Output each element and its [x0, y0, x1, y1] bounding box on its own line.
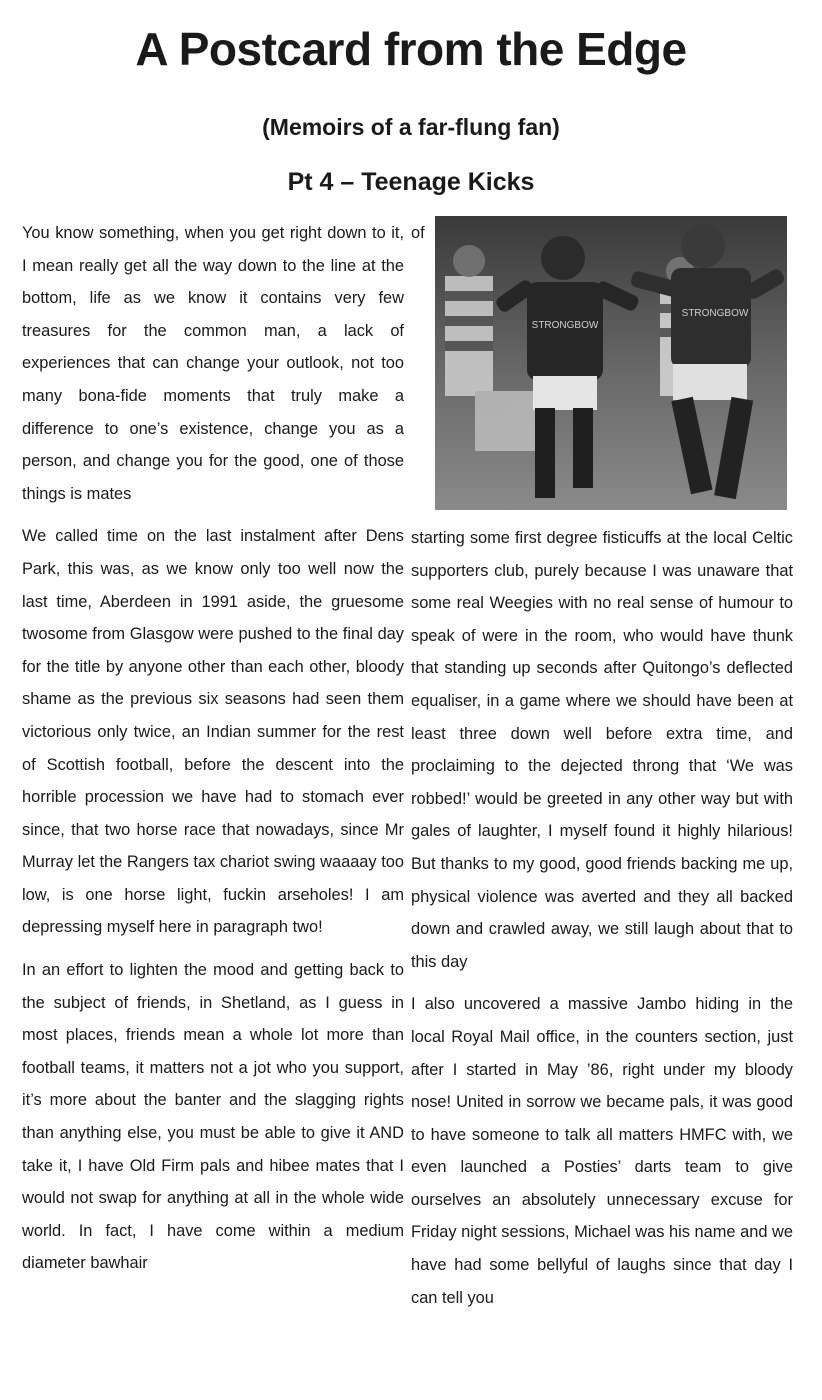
football-photo — [435, 216, 787, 510]
article-subtitle: (Memoirs of a far-flung fan) — [262, 114, 560, 140]
paragraph-1: You know something, when you get right down to it, I mean really get all the way down to the line at the bottom, life as we know it contains very few treasures for the common man, a lack of experiences that can change your outlook, not too many bona-fide moments that truly make a difference to one’s existence, change you as a person, and change you for the good, one of those things is mates — [22, 224, 404, 503]
article-part-heading: Pt 4 – Teenage Kicks — [287, 168, 535, 196]
football-photo-illustration — [435, 216, 787, 510]
left-column — [22, 217, 404, 1280]
paragraph-3: In an effort to lighten the mood and getting back to the subject of friends, in Shetland, as I guess in most places, friends mean a whole lot more than football teams, it matters not a jot who you support, it’s more about the banter and the slagging rights than anything else, you must be able to give it AND take it, I have Old Firm pals and hibee mates that I would not swap for anything at all in the whole wide world. In fact, I have come within a medium diameter bawhair — [22, 961, 404, 1273]
paragraph-5: I also uncovered a massive Jambo hiding in the local Royal Mail office, in the counters section, just after I started in May ’86, right under my bloody nose! United in sorrow we became pals, it was good to have someone to talk all matters HMFC with, we even launched a Posties’ darts team to give ourselves an absolutely unnecessary excuse for Friday night sessions, Michael was his name and we have had some bellyful of laughs since that day I can tell you — [411, 995, 793, 1307]
shirt-sponsor-left: STRONGBOW — [531, 320, 599, 331]
paragraph-4: starting some first degree fisticuffs at the local Celtic supporters club, purely because I was unaware that some real Weegies with no real sense of humour to speak of were in the room, who would have thunk that standing up seconds after Quitongo’s deflected equaliser, in a game where we should have been at least three down well before extra time, and proclaiming to the dejected throng that ‘We was robbed!’ would be greeted in any other way but with gales of laughter, I myself found it highly hilarious! But thanks to my good, good friends backing me up, physical violence was averted and they all backed down and crawled away, we still laugh about that to this day — [411, 529, 793, 971]
shirt-sponsor-right: STRONGBOW — [681, 308, 749, 319]
paragraph-2: We called time on the last instalment after Dens Park, this was, as we know only too well now the last time, Aberdeen in 1991 aside, the gruesome twosome from Glasgow were pushed to the final day for the title by anyone other than each other, bloody shame as the previous six seasons had seen them victorious only twice, an Indian summer for the rest of Scottish football, before the descent into the horrible procession we have had to stomach ever since, that two horse race that nowadays, since Mr Murray let the Rangers tax chariot swing waaaay too low, is one horse light, fuckin arseholes! I am depressing myself here in paragraph two! — [22, 527, 404, 937]
article-title: A Postcard from the Edge — [135, 23, 687, 75]
right-column — [411, 522, 793, 1314]
continuation-word: of — [411, 224, 425, 242]
